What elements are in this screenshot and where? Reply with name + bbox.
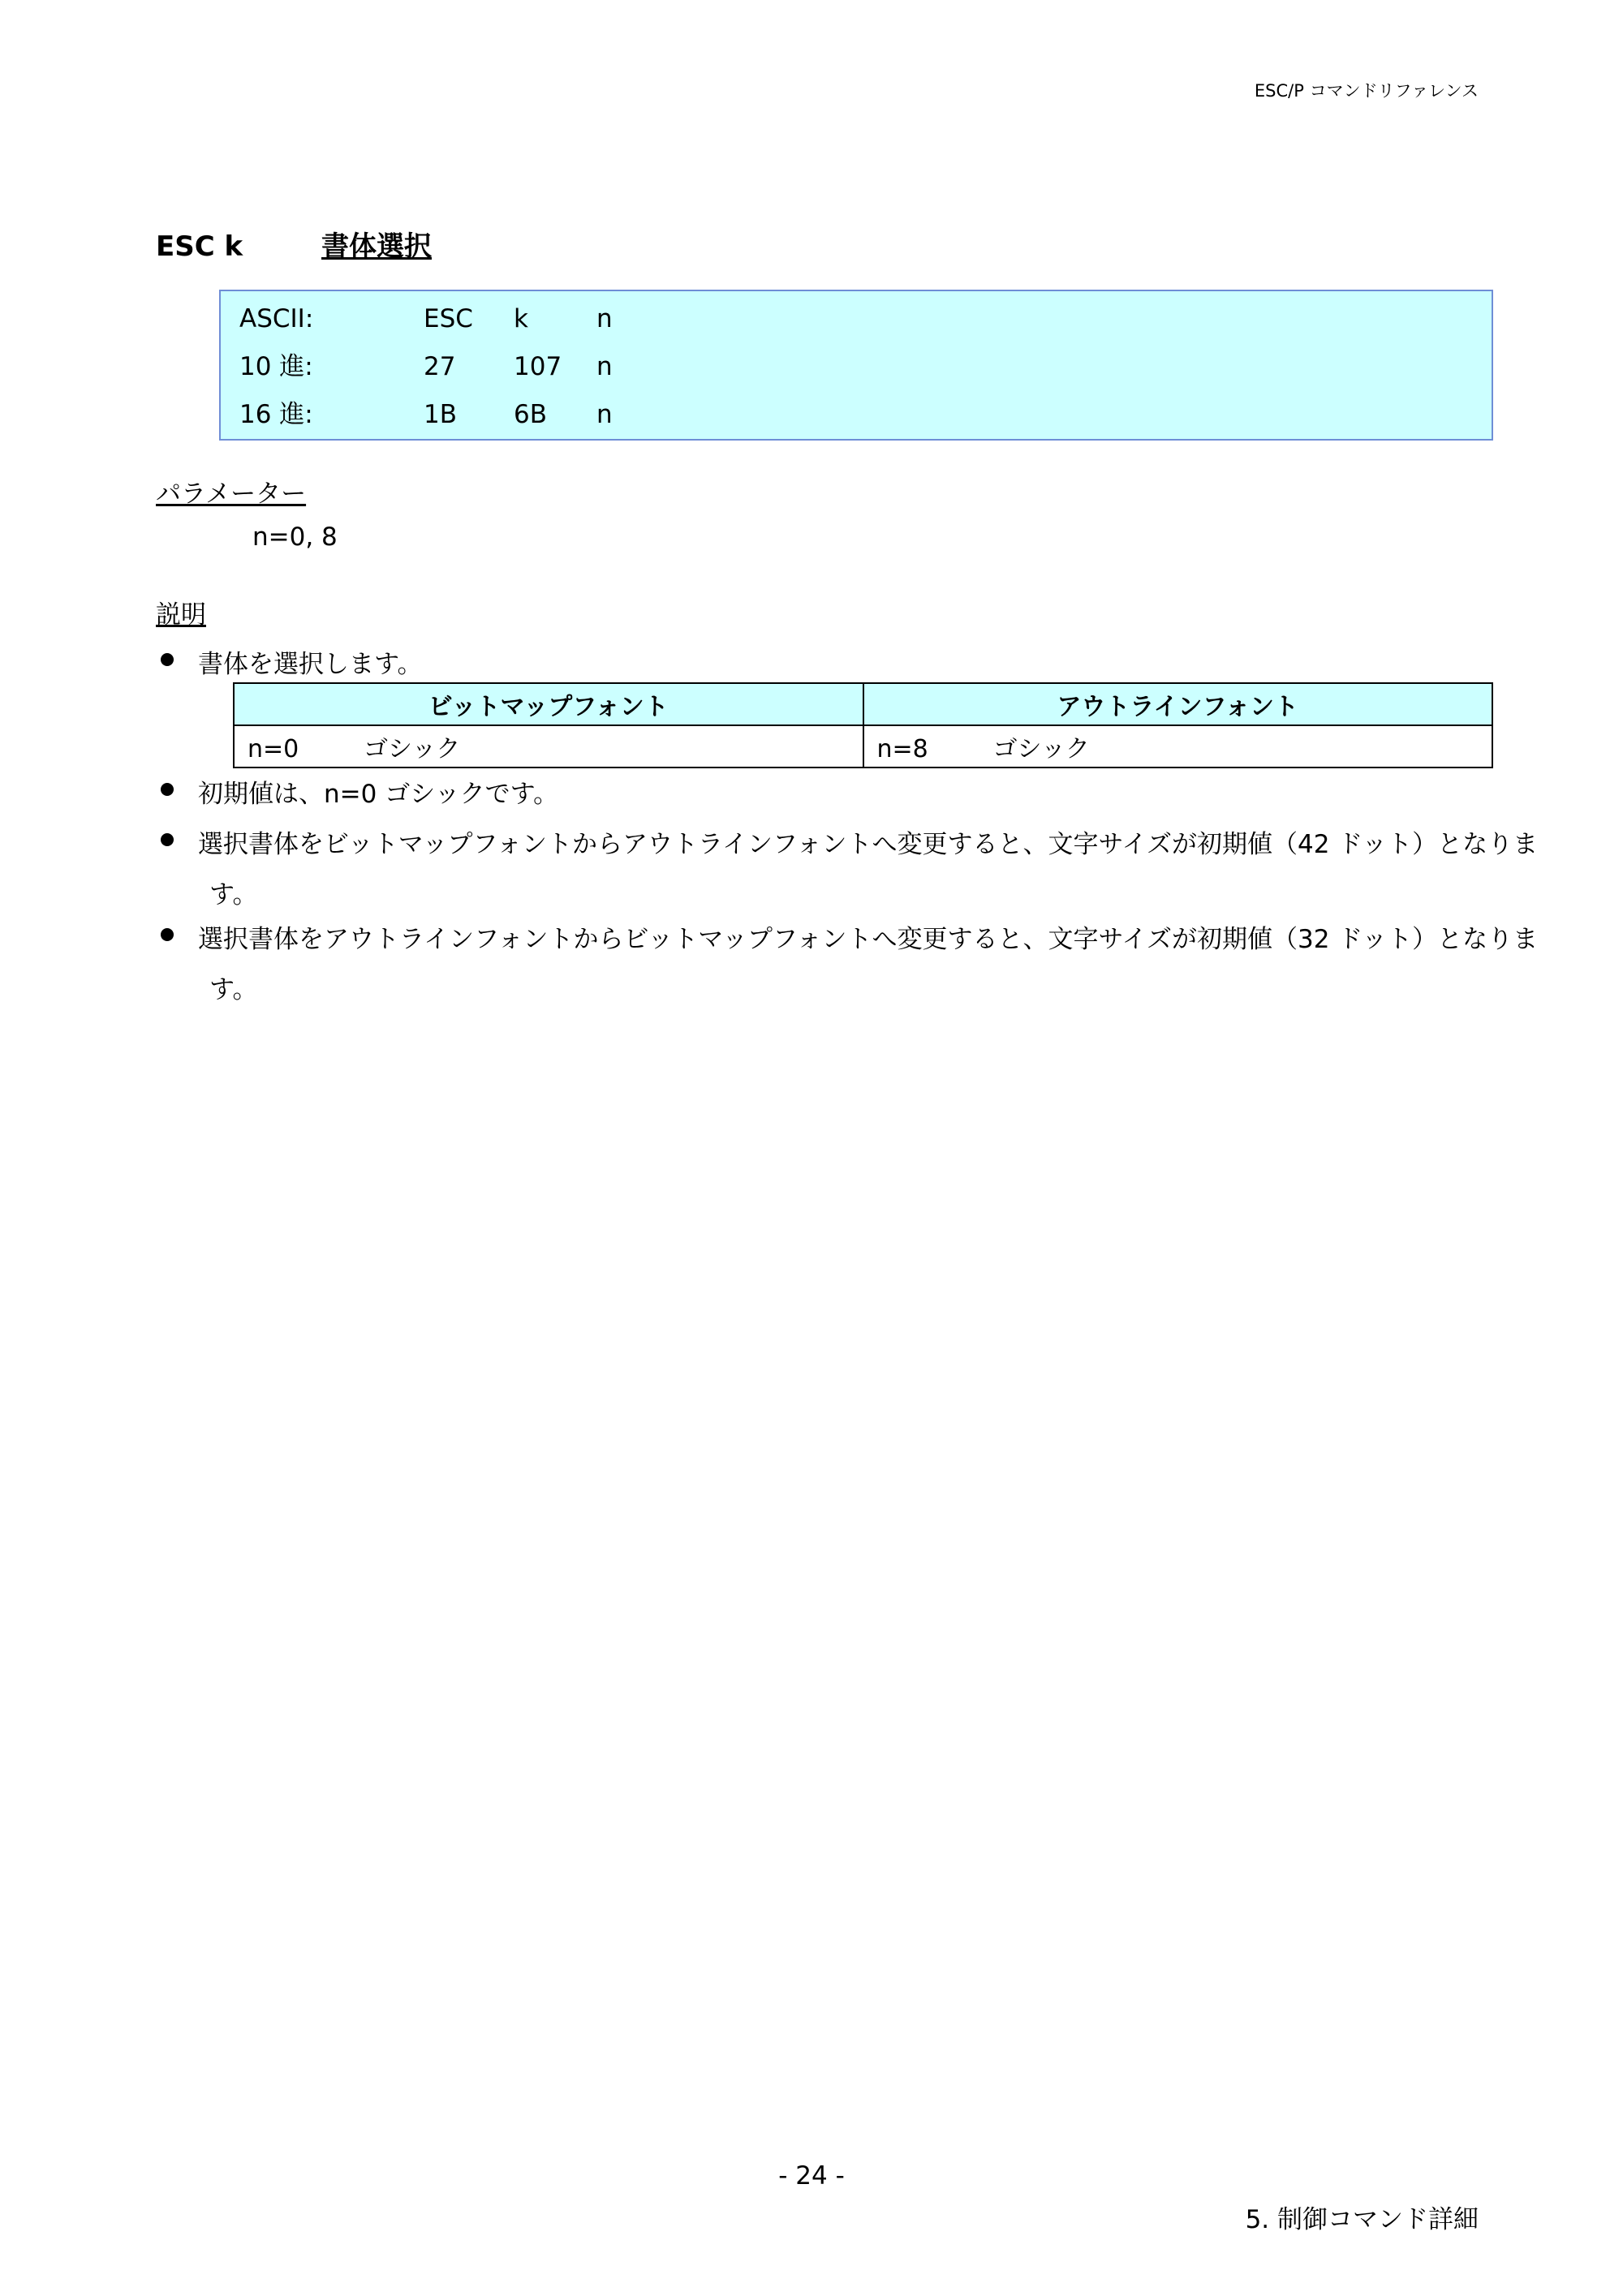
font-name: ゴシック: [992, 735, 1090, 763]
code-value: n: [596, 400, 613, 429]
bullet-icon: [161, 783, 174, 796]
code-value: n: [596, 304, 613, 333]
bullet-icon: [161, 653, 174, 666]
code-value: n: [596, 352, 613, 381]
table-cell: [234, 725, 863, 767]
description-bullet-continuation: す。: [209, 975, 258, 1004]
font-name: ゴシック: [364, 735, 461, 763]
code-label: 16 進:: [239, 400, 313, 429]
code-value: k: [514, 304, 528, 333]
table-cell: [863, 725, 1493, 767]
font-table: [233, 682, 1493, 768]
code-value: 27: [424, 352, 456, 381]
param-value: n=8: [876, 735, 928, 763]
table-row: [234, 725, 1492, 767]
code-label: 10 進:: [239, 352, 313, 381]
page-title: [156, 224, 432, 264]
description-bullet: 初期値は、n=0 ゴシックです。: [198, 780, 559, 809]
page-number: - 24 -: [778, 2161, 845, 2191]
code-label: ASCII:: [239, 304, 314, 333]
parameter-value: n=0, 8: [252, 522, 338, 552]
description-bullet: 選択書体をアウトラインフォントからビットマップフォントへ変更すると、文字サイズが初期値（32 ドット）となりま: [198, 925, 1539, 954]
running-header: ESC/P コマンドリファレンス: [1254, 81, 1479, 101]
code-value: 107: [514, 352, 562, 381]
code-value: 6B: [514, 400, 547, 429]
code-value: 1B: [424, 400, 457, 429]
parameters-heading: パラメーター: [156, 479, 307, 509]
param-value: n=0: [248, 735, 299, 763]
bullet-icon: [161, 928, 174, 941]
code-value: ESC: [424, 304, 473, 333]
table-header: アウトラインフォント: [863, 683, 1493, 725]
description-bullet: 書体を選択します。: [198, 650, 423, 679]
table-header-row: [234, 683, 1492, 725]
command-description: 書体選択: [321, 230, 432, 263]
command-name: ESC k: [156, 230, 243, 263]
table-header: ビットマップフォント: [234, 683, 863, 725]
description-bullet-continuation: す。: [209, 880, 258, 909]
description-heading: 説明: [156, 600, 206, 630]
footer-section: 5. 制御コマンド詳細: [1245, 2205, 1479, 2234]
bullet-icon: [161, 833, 174, 846]
command-code-box: [219, 290, 1493, 441]
description-bullet: 選択書体をビットマップフォントからアウトラインフォントへ変更すると、文字サイズが初期値（42 ドット）となりま: [198, 830, 1539, 859]
